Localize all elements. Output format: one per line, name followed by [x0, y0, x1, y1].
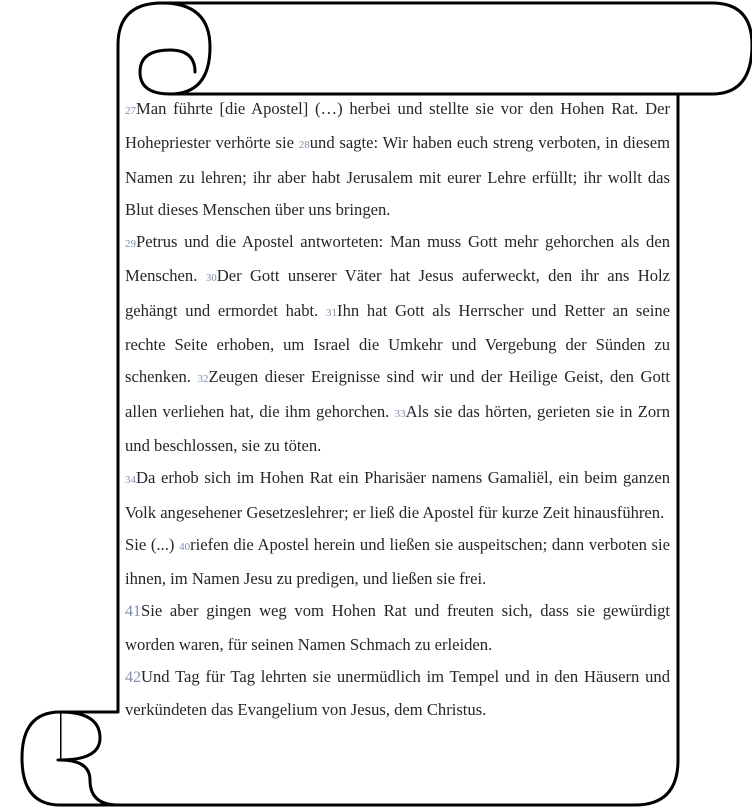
verse-text: Da erhob sich im Hohen Rat ein Pharisäer namens Gamaliël, ein beim ganzen Volk angesehener Gesetzeslehrer; er ließ die Apostel für kurze Zeit hinausführen. — [125, 468, 670, 522]
verse-text: Der Gott unserer Väter hat Jesus auferweckt, den ihr ans Holz gehängt und ermordet habt. — [125, 266, 670, 320]
verse-text: Man führte [die Apostel] (…) herbei und stellte sie vor den Hohen Rat. Der Hohepriester verhörte sie — [125, 99, 670, 153]
verse-text: Als sie das hörten, gerieten sie in Zorn und beschlossen, sie zu töten. — [125, 401, 670, 455]
verse-text: Sie (...) — [125, 534, 180, 554]
text-paragraph — [125, 226, 670, 462]
verse-number: 28 — [298, 139, 310, 152]
verse-number: 27 — [125, 105, 136, 117]
text-paragraph — [125, 462, 670, 529]
verse-number: 33 — [394, 407, 406, 420]
scroll-text-area — [125, 93, 670, 753]
text-paragraph — [125, 595, 670, 661]
verse-text: und sagte: Wir haben euch streng verboten, in diesem Namen zu lehren; ihr aber habt Jerusalem mit eurer Lehre erfüllt; ihr wollt das Blut dieses Menschen über uns bringen. — [125, 133, 670, 219]
verse-number: 34 — [125, 474, 136, 487]
verse-text: riefen die Apostel herein und ließen sie auspeitschen; dann verboten sie ihnen, im Namen Jesu zu predigen, und ließen sie frei. — [125, 534, 670, 589]
verse-text: Ihn hat Gott als Herrscher und Retter an seine rechte Seite erhoben, um Israel die Umkehr und Vergebung der Sünden zu schenken. — [125, 300, 670, 387]
text-paragraph — [125, 93, 670, 226]
verse-text: Petrus und die Apostel antworteten: Man muss Gott mehr gehorchen als den Menschen. — [125, 232, 670, 286]
verse-number: 41 — [125, 603, 141, 621]
verse-text: Und Tag für Tag lehrten sie unermüdlich im Tempel und in den Häusern und verkündeten das Evangelium von Jesus, dem Christus. — [125, 667, 670, 720]
verse-number: 31 — [326, 306, 338, 319]
verse-number: 30 — [205, 272, 217, 285]
verse-number: 40 — [179, 540, 191, 553]
verse-text: Zeugen dieser Ereignisse sind wir und der Heilige Geist, den Gott allen verliehen hat, die ihm gehorchen. — [125, 367, 670, 421]
verse-number: 29 — [125, 238, 136, 251]
verse-text: Sie aber gingen weg vom Hohen Rat und freuten sich, dass sie gewürdigt worden waren, für seinen Namen Schmach zu erleiden. — [125, 601, 670, 654]
verse-number: 32 — [197, 373, 209, 386]
verse-number: 42 — [125, 669, 141, 687]
text-paragraph — [125, 529, 670, 596]
text-paragraph — [125, 661, 670, 727]
